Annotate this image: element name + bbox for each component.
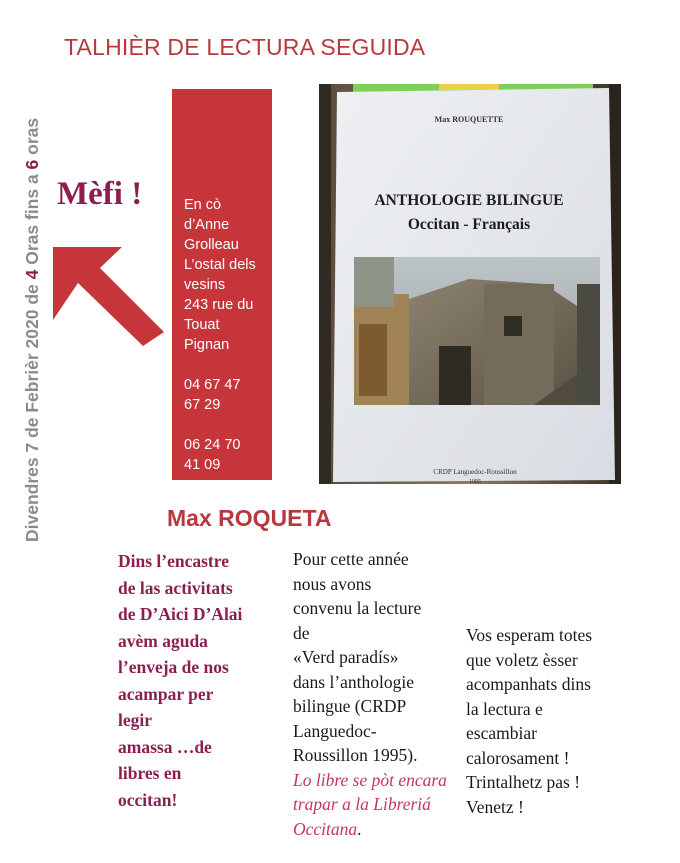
cover-photo-frame <box>354 257 600 405</box>
address-line: Touat <box>184 317 220 333</box>
text-line: avèm aguda <box>118 630 208 651</box>
text-line: legir <box>118 710 153 730</box>
address-line: 243 rue du <box>184 297 254 313</box>
column-occitan <box>118 548 278 813</box>
author-heading: Max ROQUETA <box>167 505 332 531</box>
address-line: Pignan <box>184 337 230 353</box>
cover-author: Max ROUQUETTE <box>434 115 504 124</box>
text-line: bilingue (CRDP <box>293 696 407 716</box>
text-line: Languedoc- <box>293 720 377 741</box>
phone-number-1: 04 67 47 <box>184 377 241 393</box>
phone-number-2: 41 09 <box>184 457 221 473</box>
text-line: Dins l’encastre <box>118 551 229 571</box>
location-box <box>172 89 272 480</box>
address-line: En cò <box>184 197 222 213</box>
bookshop-note: Lo libre se pòt encara <box>293 769 447 790</box>
date-middle: Oras fins a <box>22 169 42 270</box>
text-line: de las activitats <box>118 577 233 598</box>
text-line: de <box>293 622 310 643</box>
text-line: «Verd paradís» <box>293 647 399 667</box>
cover-year: 1995 <box>469 479 481 484</box>
text-line: Venetz ! <box>466 796 524 817</box>
text-line: de D’Aici D’Alai <box>118 604 243 624</box>
text-line: escambiar <box>466 723 537 743</box>
phone-number-1: 67 29 <box>184 397 221 413</box>
text-line: convenu la lecture <box>293 598 422 618</box>
mefi-title: Mèfi ! <box>57 176 143 212</box>
column-french <box>293 547 455 841</box>
text-line: calorosament ! <box>466 747 570 768</box>
text-line: acompanhats dins <box>466 674 591 694</box>
text-line: Vos esperam totes <box>466 625 593 645</box>
text-line: Roussillon 1995). <box>293 745 418 765</box>
end-hour: 6 <box>22 159 42 170</box>
text-line: libres en <box>118 763 182 783</box>
text-line: dans l’anthologie <box>293 671 415 692</box>
start-hour: 4 <box>22 269 42 280</box>
arrow-icon <box>40 230 172 350</box>
phone-number-2: 06 24 70 <box>184 437 241 453</box>
text-line: nous avons <box>293 573 372 594</box>
column-invitation <box>466 623 636 819</box>
address-line: vesins <box>184 277 226 293</box>
cover-publisher: CRDP Languedoc-Roussillon <box>433 468 517 476</box>
bookshop-note: trapar a la Libreriá <box>293 794 431 814</box>
text-line: l’enveja de nos <box>118 657 229 677</box>
date-suffix: oras <box>22 117 42 160</box>
text-line: Trintalhetz pas ! <box>466 772 581 792</box>
address-line: L’ostal dels <box>184 257 256 273</box>
cover-title-line2: Occitan - Français <box>407 216 531 233</box>
page-title: TALHIÈR DE LECTURA SEGUIDA <box>64 34 426 60</box>
address-line: Grolleau <box>184 237 239 253</box>
text-line: Pour cette année <box>293 549 409 569</box>
text-line: acampar per <box>118 683 214 704</box>
book-cover-photo <box>319 84 621 484</box>
date-prefix: Divendres 7 de Febrièr 2020 de <box>22 279 42 542</box>
text-line: que voletz èsser <box>466 649 578 670</box>
text-line: la lectura e <box>466 698 543 719</box>
bookshop-note: Occitana <box>293 818 358 839</box>
cover-title-line1: ANTHOLOGIE BILINGUE <box>374 192 564 209</box>
text-line: occitan! <box>118 789 178 810</box>
address-line: d’Anne <box>184 217 230 233</box>
text-line: amassa …de <box>118 736 212 757</box>
note-end: . <box>357 818 362 839</box>
